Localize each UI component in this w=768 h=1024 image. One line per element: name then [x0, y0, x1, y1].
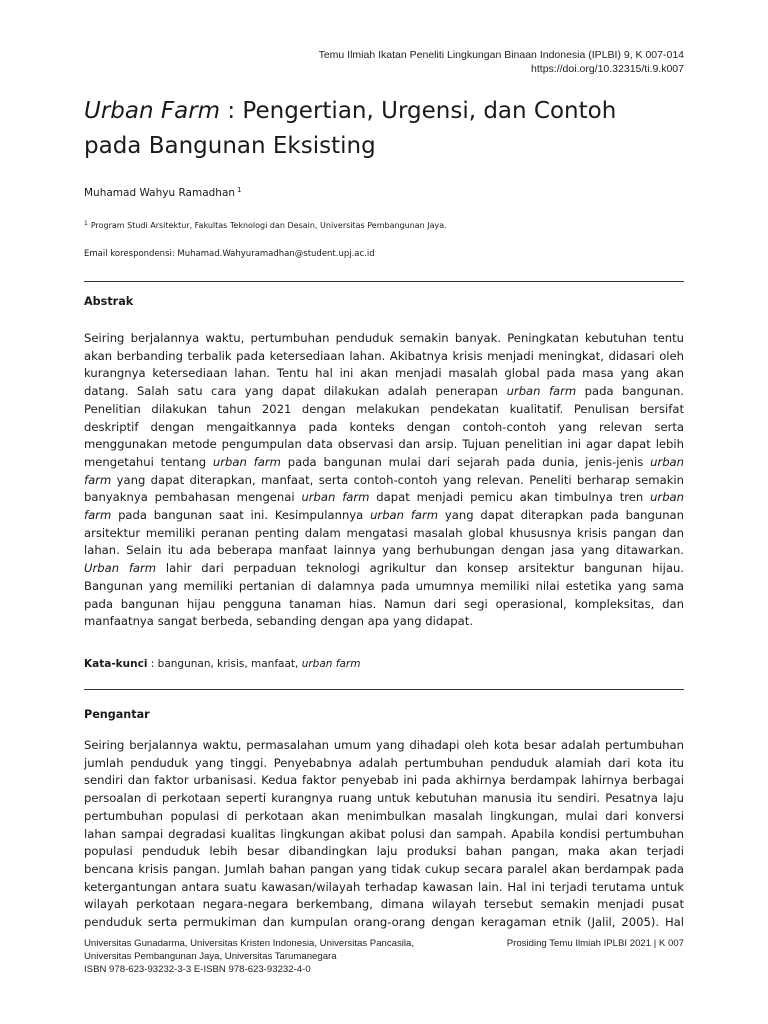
footer-line: Universitas Pembangunan Jaya, Universitas Tarumanegara	[84, 951, 337, 963]
abstract-line	[84, 596, 684, 614]
intro-line	[84, 843, 684, 861]
footer-line: Universitas Gunadarma, Universitas Kristen Indonesia, Universitas Pancasila,	[84, 938, 415, 949]
running-head-citation: Temu Ilmiah Ikatan Peneliti Lingkungan Binaan Indonesia (IPLBI) 9, K 007-014	[318, 49, 684, 61]
affiliation	[84, 218, 447, 232]
text-run: sendiri dan faktor urbanisasi. Kedua faktor penyebab ini pada akhirnya berdampak lahirnya berbagai	[84, 773, 684, 788]
text-run: akan berbanding terbalik pada ketersediaan lahan. Akibatnya krisis menjadi meningkat, didasari oleh	[84, 348, 684, 363]
text-run: yang dapat diterapkan pada bangunan	[438, 508, 685, 523]
keywords-text: : bangunan, krisis, manfaat,	[147, 658, 302, 670]
author-sup: 1	[237, 186, 242, 194]
abstract-line	[84, 613, 684, 631]
abstract-line	[84, 436, 684, 454]
text-run: deskriptif dengan mengaitkannya pada konteks dengan contoh-contoh yang relevan serta	[84, 419, 684, 434]
divider-top	[84, 281, 684, 282]
abstract-body	[84, 330, 684, 631]
text-run: penduduk serta permukiman dan kumpulan orang-orang dengan keragaman etnik (Jalil, 2005). Hal	[84, 915, 684, 930]
abstract-line	[84, 542, 684, 560]
running-head-doi[interactable]: https://doi.org/10.32315/ti.9.k007	[531, 63, 684, 75]
abstract-line	[84, 401, 684, 419]
text-run: menggunakan metode pengumpulan data observasi dan arsip. Tujuan penelitian ini agar dapat lebih	[84, 437, 684, 452]
introduction-body	[84, 737, 684, 932]
text-run: mengetahui tentang	[84, 454, 213, 469]
text-run: Penelitian dilakukan tahun 2021 dengan melakukan pendekatan kualitatif. Penulisan bersifat	[84, 401, 684, 416]
abstract-line	[84, 578, 684, 596]
text-run: lahan sampai degradasi kualitas lingkungan akibat polusi dan sampah. Apabila kondisi pertumbuhan	[84, 826, 684, 841]
italic-term: urban	[650, 454, 685, 469]
text-run: Seiring berjalannya waktu, pertumbuhan penduduk semakin banyak. Peningkatan kebutuhan tentu	[84, 331, 684, 345]
italic-term: urban farm	[370, 508, 439, 523]
keywords	[84, 657, 360, 671]
intro-line	[84, 861, 684, 879]
text-run: pada bangunan hijau pengguna tanaman hias. Namun dari segi operasional, kompleksitas, dan	[84, 596, 684, 611]
text-run: banyaknya pembahasan mengenai	[84, 490, 302, 505]
text-run: dapat menjadi pemicu akan timbulnya tren	[369, 490, 651, 505]
italic-term: urban farm	[301, 490, 370, 505]
text-run: Bangunan yang memiliki pertanian di dalamnya pada umumnya memiliki nilai estetika yang sama	[84, 578, 684, 593]
title-rest-line1: : Pengertian, Urgensi, dan Contoh	[220, 98, 617, 124]
italic-term: urban	[650, 490, 685, 505]
abstract-line	[84, 560, 684, 578]
text-run: datang. Salah satu cara yang dapat dilakukan adalah penerapan	[84, 384, 507, 399]
text-run: lahan. Selain itu ada beberapa manfaat lainnya yang berhubungan dengan jasa yang ditawarkan.	[84, 543, 684, 558]
paper-title	[84, 94, 684, 164]
divider-bottom	[84, 689, 684, 690]
author-name: Muhamad Wahyu Ramadhan	[84, 187, 236, 199]
author	[84, 183, 242, 200]
text-run: manfaatnya sangat berbeda, sebanding dengan apa yang didapat.	[84, 614, 474, 629]
text-run: pada bangunan.	[576, 384, 684, 399]
affiliation-sup: 1	[84, 220, 88, 227]
text-run: pada bangunan mulai dari sejarah pada dunia, jenis-jenis	[280, 454, 651, 469]
italic-term: farm	[84, 472, 112, 487]
text-run: jumlah penduduk yang tinggi. Penyebabnya adalah pertumbuhan penduduk alamiah dari kota itu	[84, 755, 684, 770]
text-run: kurangnya ketersediaan lahan. Tentu hal ini akan menjadi masalah global pada masa yang akan	[84, 366, 684, 381]
text-run: lahir dari perpaduan teknologi agrikultur dan konsep arsitektur bangunan hijau.	[156, 561, 684, 576]
italic-term: farm	[84, 508, 112, 523]
intro-line	[84, 808, 684, 826]
text-run: yang dapat diterapkan, manfaat, serta contoh-contoh yang relevan. Peneliti berharap semakin	[111, 472, 684, 487]
footer-proceedings: Prosiding Temu Ilmiah IPLBI 2021 | K 007	[506, 938, 684, 949]
text-run: Seiring berjalannya waktu, permasalahan umum yang dihadapi oleh kota besar adalah pertumbuhan	[84, 738, 684, 752]
running-head	[319, 48, 684, 76]
text-run: arsitektur memiliki peranan penting dalam mengatasi masalah global khususnya krisis pangan dan	[84, 525, 684, 540]
text-run: bencana krisis pangan. Jumlah bahan pangan yang tidak cukup secara paralel akan berdampak pada	[84, 861, 684, 876]
abstract-line	[84, 454, 684, 472]
intro-line	[84, 914, 684, 932]
intro-line	[84, 737, 684, 755]
footer-line: ISBN 978-623-93232-3-3 E-ISBN 978-623-93232-4-0	[84, 964, 311, 976]
footer-institutions	[84, 937, 414, 977]
abstract-line	[84, 489, 684, 507]
text-run: populasi penduduk lebih besar dibandingkan laju produksi bahan pangan, maka akan terjadi	[84, 844, 684, 859]
abstract-line	[84, 472, 684, 490]
italic-term: urban farm	[506, 384, 577, 399]
abstract-line	[84, 348, 684, 366]
affiliation-text: Program Studi Arsitektur, Fakultas Teknologi dan Desain, Universitas Pembangunan Jaya.	[90, 221, 447, 230]
title-line2: pada Bangunan Eksisting	[84, 133, 376, 159]
abstract-line	[84, 383, 684, 401]
intro-line	[84, 879, 684, 897]
abstract-line	[84, 525, 684, 543]
text-run: pertumbuhan populasi di perkotaan akan menimbulkan masalah lingkungan, mulai dari konversi	[84, 808, 684, 823]
introduction-heading: Pengantar	[84, 708, 150, 721]
text-run: persoalan di perkotaan seperti kurangnya ruang untuk kebutuhan manusia itu sendiri. Pesatnya laju	[84, 791, 684, 806]
intro-line	[84, 896, 684, 914]
keywords-italic: urban farm	[301, 658, 361, 670]
correspondence-email[interactable]: Email korespondensi: Muhamad.Wahyuramadhan@student.upj.ac.id	[84, 249, 375, 259]
intro-line	[84, 790, 684, 808]
abstract-line	[84, 330, 684, 348]
intro-line	[84, 772, 684, 790]
abstract-line	[84, 365, 684, 383]
intro-line	[84, 826, 684, 844]
text-run: wilayah perkotaan negara-negara berkembang, dimana wilayah tersebut semakin menjadi pusat	[84, 897, 684, 912]
title-italic: Urban Farm	[84, 98, 221, 124]
keywords-label: Kata-kunci	[84, 658, 148, 670]
abstract-heading: Abstrak	[84, 295, 134, 308]
text-run: ketergantungan antara suatu kawasan/wilayah terhadap kawasan lain. Hal ini terjadi terutama untuk	[84, 879, 684, 894]
italic-term: Urban farm	[84, 561, 157, 576]
italic-term: urban farm	[212, 454, 281, 469]
abstract-line	[84, 507, 684, 525]
text-run: pada bangunan saat ini. Kesimpulannya	[111, 508, 371, 523]
abstract-line	[84, 419, 684, 437]
intro-line	[84, 755, 684, 773]
